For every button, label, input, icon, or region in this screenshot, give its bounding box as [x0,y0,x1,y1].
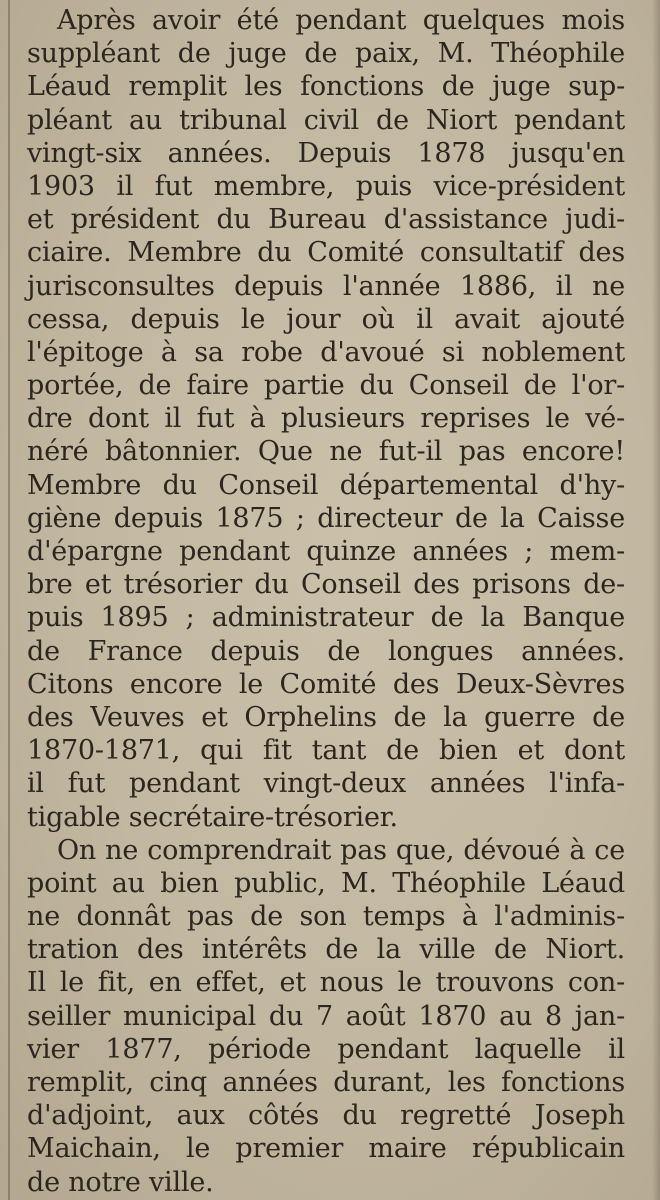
text-line: 1870-1871, qui fit tant de bien et dont [27,735,625,767]
text-line: On ne comprendrait pas que, dévoué à ce [57,834,625,866]
text-line: de France depuis de longues années. [27,635,625,667]
text-line: ciaire. Membre du Comité consultatif des [27,237,625,269]
text-line: l'épitoge à sa robe d'avoué si noblement [27,336,625,368]
text-line: Membre du Conseil départemental d'hy- [27,469,625,501]
article-column [27,4,625,1199]
text-line: seiller municipal du 7 août 1870 au 8 jan- [27,1000,625,1032]
text-line: vingt-six années. Depuis 1878 jusqu'en [27,137,625,169]
text-line: et président du Bureau d'assistance judi- [27,204,625,236]
text-line: Il le fit, en effet, et nous le trouvons con- [27,967,625,999]
text-line: ne donnât pas de son temps à l'adminis- [27,901,625,933]
text-line: néré bâtonnier. Que ne fut-il pas encore! [27,436,625,468]
text-line: point au bien public, M. Théophile Léaud [27,867,625,899]
text-line: Citons encore le Comité des Deux-Sèvres [27,668,625,700]
text-line: des Veuves et Orphelins de la guerre de [27,701,625,733]
text-line: tration des intérêts de la ville de Niort. [27,934,625,966]
text-line: il fut pendant vingt-deux années l'infa- [27,768,625,800]
text-line: Maichain, le premier maire républicain [27,1133,625,1165]
text-line: puis 1895 ; administrateur de la Banque [27,602,625,634]
column-rule [8,0,10,1200]
text-line: d'épargne pendant quinze années ; mem- [27,536,625,567]
text-line: bre et trésorier du Conseil des prisons de- [27,569,625,601]
text-line: portée, de faire partie du Conseil de l'or- [27,370,625,402]
text-line: dre dont il fut à plusieurs reprises le vé- [27,403,625,435]
text-line: giène depuis 1875 ; directeur de la Caisse [27,502,625,534]
text-line: vier 1877, période pendant laquelle il [27,1033,625,1065]
text-line: Léaud remplit les fonctions de juge sup- [27,71,625,103]
text-line: jurisconsultes depuis l'année 1886, il ne [27,270,625,302]
text-line: cessa, depuis le jour où il avait ajouté [27,303,625,335]
text-line: Après avoir été pendant quelques mois [57,5,625,36]
text-line: remplit, cinq années durant, les fonctions [27,1067,625,1098]
text-line: 1903 il fut membre, puis vice-président [27,170,625,202]
text-line: de notre ville. [27,1166,214,1198]
text-line: pléant au tribunal civil de Niort pendant [27,104,625,136]
text-line: d'adjoint, aux côtés du regretté Joseph [27,1100,625,1132]
text-line: suppléant de juge de paix, M. Théophile [27,38,625,70]
page-edge-shadow [652,0,660,1200]
text-line: tigable secrétaire-trésorier. [27,801,398,833]
